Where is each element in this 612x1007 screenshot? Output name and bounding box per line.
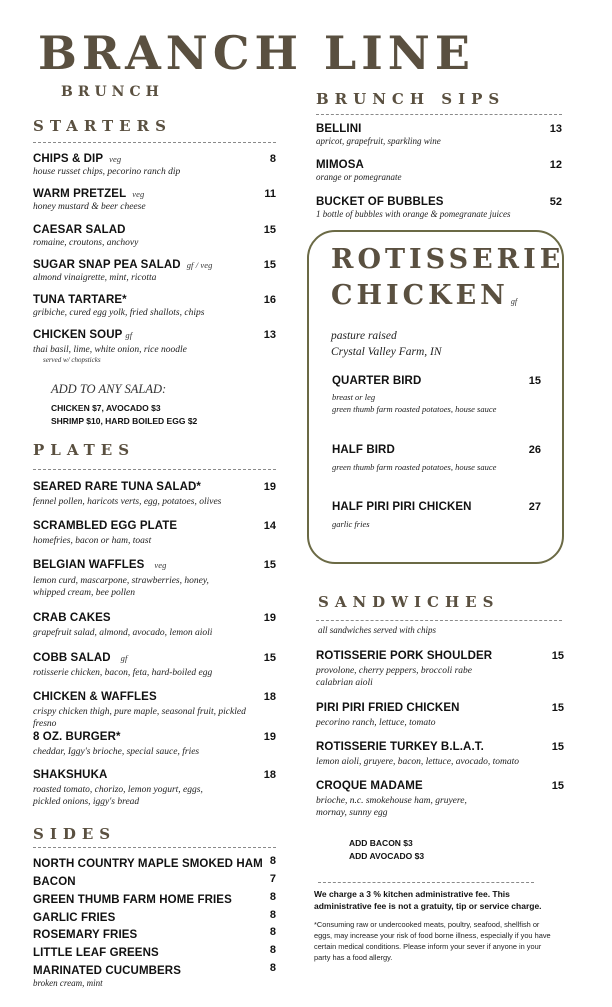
drink-item (316, 195, 562, 219)
drink-item (316, 122, 562, 146)
item-description-line2: green thumb farm roasted potatoes, house sauce (332, 404, 497, 414)
section-title-plates: PLATES (33, 441, 136, 459)
menu-item (33, 558, 276, 599)
item-name: CROQUE MADAME (316, 780, 423, 792)
sandwich-item (316, 740, 564, 768)
side-item (33, 890, 276, 906)
section-title-starters: STARTERS (33, 117, 172, 135)
dietary-tag: veg (132, 189, 145, 199)
kitchen-fee-notice: We charge a 3 % kitchen administrative fee. This administrative fee is not a gratuity, tip or service charge. (314, 889, 542, 911)
side-item (33, 872, 276, 888)
item-description: almond vinaigrette, mint, ricotta (33, 273, 157, 283)
menu-item (33, 152, 276, 178)
section-title-sides: SIDES (33, 825, 117, 843)
food-safety-disclaimer: *Consuming raw or undercooked meats, poultry, seafood, shellfish or eggs, may increase your risk of food borne illness, especially if you have certain medical conditions. Please inform your sever if anyone in your party has a food allergy. (314, 920, 551, 962)
item-price: 19 (263, 612, 276, 624)
item-name: BUCKET OF BUBBLES (316, 196, 444, 208)
item-price: 16 (263, 294, 276, 306)
addon-line: SHRIMP $10, HARD BOILED EGG $2 (51, 416, 198, 426)
item-description: breast or leg (332, 392, 376, 402)
item-price: 15 (551, 702, 564, 714)
item-description: garlic fries (332, 519, 370, 529)
addon-line: CHICKEN $7, AVOCADO $3 (51, 403, 161, 413)
menu-item (33, 768, 276, 808)
rotisserie-item (332, 443, 541, 473)
side-item (33, 925, 276, 941)
divider (33, 469, 276, 470)
rotisserie-note: pasture raised (331, 330, 397, 342)
item-description: orange or pomegranate (316, 172, 402, 182)
item-description: roasted tomato, chorizo, lemon yogurt, eggs, (33, 785, 203, 795)
item-note: served w/ chopsticks (43, 356, 101, 364)
menu-item (33, 223, 276, 249)
menu-item (33, 690, 276, 730)
item-price: 15 (263, 259, 276, 271)
item-name: 8 OZ. BURGER* (33, 731, 121, 743)
item-description: gribiche, cured egg yolk, fried shallots, chips (33, 308, 205, 318)
sandwich-item (316, 701, 564, 729)
item-name: ROSEMARY FRIES (33, 929, 138, 941)
item-description: apricot, grapefruit, sparkling wine (316, 136, 441, 146)
item-price: 8 (269, 855, 276, 867)
item-description: homefries, bacon or ham, toast (33, 536, 152, 546)
menu-item (33, 519, 276, 547)
item-price: 15 (263, 224, 276, 236)
menu-type: BRUNCH (61, 84, 164, 100)
item-name: GARLIC FRIES (33, 912, 116, 924)
menu-item (33, 480, 276, 508)
item-description: grapefruit salad, almond, avocado, lemon aioli (33, 628, 213, 638)
item-price: 26 (528, 444, 541, 456)
item-description: thai basil, lime, white onion, rice noodle (33, 345, 187, 355)
item-description: 1 bottle of bubbles with orange & pomegranate juices (316, 209, 511, 219)
item-description: lemon curd, mascarpone, strawberries, honey, (33, 576, 209, 586)
item-price: 15 (263, 559, 276, 571)
item-name: ROTISSERIE TURKEY B.L.A.T. (316, 741, 484, 753)
menu-item (33, 258, 276, 284)
menu-item (33, 328, 276, 364)
section-subtitle: all sandwiches served with chips (318, 625, 436, 635)
divider (316, 114, 562, 115)
rotisserie-title-line1: ROTISSERIE (331, 244, 565, 275)
item-price: 8 (269, 944, 276, 956)
item-description: green thumb farm roasted potatoes, house sauce (332, 462, 497, 472)
addon-title: ADD TO ANY SALAD: (51, 382, 167, 396)
item-price: 8 (269, 891, 276, 903)
item-name: CRAB CAKES (33, 612, 111, 624)
item-description: rotisserie chicken, bacon, feta, hard-boiled egg (33, 668, 213, 678)
item-description: pecorino ranch, lettuce, tomato (316, 718, 436, 728)
item-description: romaine, croutons, anchovy (33, 238, 139, 248)
item-description: brioche, n.c. smokehouse ham, gruyere, (316, 796, 467, 806)
item-name: HALF BIRD (332, 444, 395, 456)
item-name: CHICKEN SOUP (33, 329, 123, 341)
divider (318, 882, 534, 883)
addon-line: ADD BACON $3 (349, 838, 413, 848)
rotisserie-item (332, 500, 541, 530)
item-price: 19 (263, 731, 276, 743)
item-description: broken cream, mint (33, 978, 103, 988)
item-price: 27 (528, 501, 541, 513)
item-description: fennel pollen, haricots verts, egg, potatoes, olives (33, 497, 222, 507)
menu-item (33, 651, 276, 679)
sandwich-item (316, 649, 564, 689)
item-name: CHIPS & DIP (33, 153, 104, 165)
divider (33, 142, 276, 143)
item-description-line2: fresno (33, 719, 57, 729)
side-item (33, 961, 276, 977)
item-price: 18 (263, 769, 276, 781)
item-name: MARINATED CUCUMBERS (33, 965, 181, 977)
item-description-line2: mornay, sunny egg (316, 808, 388, 818)
item-name: SEARED RARE TUNA SALAD* (33, 481, 201, 493)
item-price: 18 (263, 691, 276, 703)
item-name: TUNA TARTARE* (33, 294, 127, 306)
rotisserie-farm: Crystal Valley Farm, IN (331, 346, 442, 358)
item-description-line2: pickled onions, iggy's bread (33, 797, 140, 807)
item-name: HALF PIRI PIRI CHICKEN (332, 501, 472, 513)
item-price: 13 (549, 123, 562, 135)
item-price: 11 (264, 188, 276, 200)
side-item (33, 943, 276, 959)
rotisserie-title-text: CHICKEN (331, 280, 509, 311)
menu-item (33, 730, 276, 758)
item-price: 8 (269, 909, 276, 921)
menu-item (33, 293, 276, 319)
item-price: 15 (551, 650, 564, 662)
item-price: 15 (551, 780, 564, 792)
dietary-tag: gf (125, 330, 133, 340)
menu-item (33, 187, 276, 213)
item-name: COBB SALAD (33, 652, 111, 664)
side-item (33, 908, 276, 924)
item-name: BELLINI (316, 123, 362, 135)
item-price: 8 (269, 926, 276, 938)
section-title-sandwiches: SANDWICHES (318, 593, 500, 611)
rotisserie-item (332, 374, 541, 415)
dietary-tag: gf (510, 297, 518, 306)
item-name: PIRI PIRI FRIED CHICKEN (316, 702, 460, 714)
item-price: 14 (263, 520, 276, 532)
item-price: 8 (269, 962, 276, 974)
sandwich-item (316, 779, 564, 819)
item-price: 15 (551, 741, 564, 753)
drink-item (316, 158, 562, 182)
item-price: 13 (263, 329, 276, 341)
item-price: 15 (528, 375, 541, 387)
menu-item (33, 611, 276, 639)
item-name: SHAKSHUKA (33, 769, 108, 781)
item-description-line2: whipped cream, bee pollen (33, 588, 136, 598)
item-name: NORTH COUNTRY MAPLE SMOKED HAM (33, 858, 263, 870)
item-name: BELGIAN WAFFLES (33, 559, 145, 571)
side-item (33, 854, 276, 870)
item-price: 8 (269, 153, 276, 165)
item-description-line2: calabrian aioli (316, 678, 373, 688)
rotisserie-title-line2 (331, 282, 517, 309)
dietary-tag: veg (109, 154, 122, 164)
item-description: honey mustard & beer cheese (33, 202, 146, 212)
dietary-tag: gf / veg (186, 260, 213, 270)
section-title-brunch-sips: BRUNCH SIPS (316, 90, 506, 108)
item-description: house russet chips, pecorino ranch dip (33, 167, 181, 177)
item-description: crispy chicken thigh, pure maple, seasonal fruit, pickled (33, 707, 246, 717)
restaurant-name: BRANCH LINE (38, 26, 475, 80)
item-name: WARM PRETZEL (33, 188, 127, 200)
divider (316, 620, 562, 621)
item-description: cheddar, Iggy's brioche, special sauce, fries (33, 747, 200, 757)
item-name: CHICKEN & WAFFLES (33, 691, 157, 703)
dietary-tag: veg (154, 560, 167, 570)
item-price: 52 (549, 196, 562, 208)
item-price: 19 (263, 481, 276, 493)
divider (33, 847, 276, 848)
item-name: SUGAR SNAP PEA SALAD (33, 259, 181, 271)
dietary-tag: gf (120, 653, 128, 663)
item-price: 15 (263, 652, 276, 664)
item-description: provolone, cherry peppers, broccoli rabe (316, 666, 473, 676)
addon-line: ADD AVOCADO $3 (349, 851, 425, 861)
item-name: MIMOSA (316, 159, 364, 171)
item-name: SCRAMBLED EGG PLATE (33, 520, 178, 532)
item-price: 7 (269, 873, 276, 885)
item-name: BACON (33, 876, 76, 888)
item-name: CAESAR SALAD (33, 224, 126, 236)
item-price: 12 (549, 159, 562, 171)
item-name: ROTISSERIE PORK SHOULDER (316, 650, 493, 662)
item-name: GREEN THUMB FARM HOME FRIES (33, 894, 232, 906)
item-name: QUARTER BIRD (332, 375, 422, 387)
item-name: LITTLE LEAF GREENS (33, 947, 159, 959)
item-description: lemon aioli, gruyere, bacon, lettuce, avocado, tomato (316, 757, 520, 767)
